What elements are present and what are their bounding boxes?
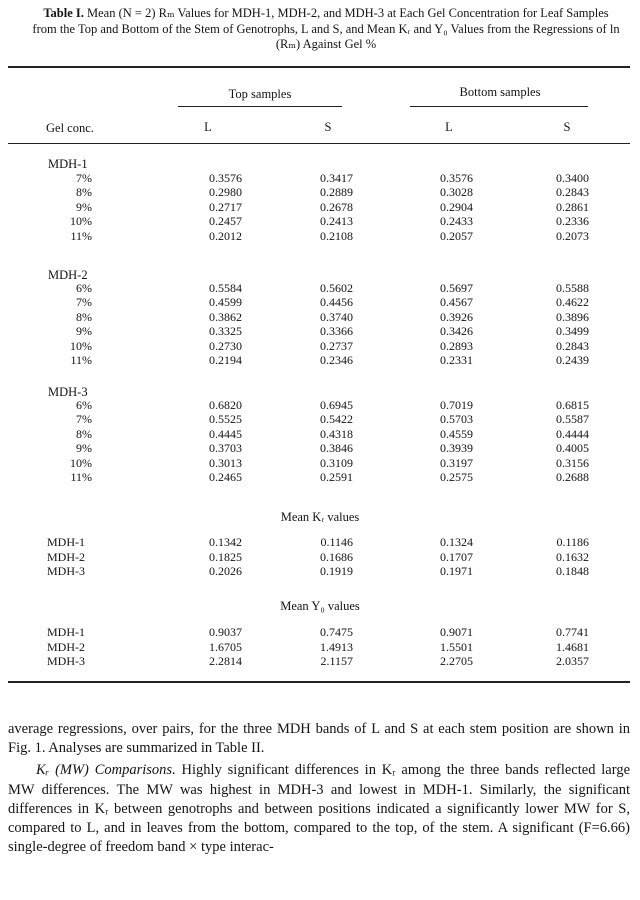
- group-title: MDH-2: [48, 268, 88, 282]
- bottom-L-value: 0.4567: [440, 295, 473, 310]
- bottom-S-value: 0.2861: [556, 199, 589, 214]
- bottom-samples-rule: [410, 106, 588, 107]
- col-bottom-S: S: [563, 120, 571, 134]
- gel-concentration-cell: 7%: [76, 295, 92, 310]
- bottom-L-value: 0.5703: [440, 412, 473, 427]
- table-row: [0, 471, 640, 483]
- table-row: [0, 325, 640, 337]
- top-S-value: 0.2678: [320, 199, 353, 214]
- top-L-value: 0.2980: [209, 185, 242, 200]
- top-S-value: 0.4318: [320, 426, 353, 441]
- top-S-value: 0.3366: [320, 324, 353, 339]
- bottom-L-value: 0.2893: [440, 338, 473, 353]
- band-label-cell: MDH-1: [47, 625, 85, 639]
- top-L-value: 0.1342: [209, 535, 242, 549]
- gel-concentration-cell: 8%: [76, 309, 92, 324]
- top-L-value: 0.9037: [209, 625, 242, 639]
- top-L-value: 0.6820: [209, 398, 242, 412]
- bottom-S-value: 0.5588: [556, 281, 589, 295]
- table-row: [0, 215, 640, 227]
- top-L-value: 0.2026: [209, 564, 242, 578]
- top-L-value: 0.2730: [209, 338, 242, 353]
- bottom-L-value: 2.2705: [440, 654, 473, 668]
- top-L-value: 0.2194: [209, 353, 242, 367]
- band-label-cell: MDH-2: [47, 549, 85, 564]
- bottom-S-value: 2.0357: [556, 654, 589, 668]
- top-S-value: 0.1919: [320, 564, 353, 578]
- col-top-S: S: [324, 120, 332, 134]
- mean-kr-heading: Mean Kᵣ values: [280, 510, 360, 524]
- bottom-L-value: 0.3197: [440, 455, 473, 470]
- top-L-value: 0.3576: [209, 171, 242, 185]
- top-L-value: 0.5584: [209, 281, 242, 295]
- bottom-S-value: 0.3400: [556, 171, 589, 185]
- table-caption: [30, 6, 622, 53]
- top-L-value: 0.4445: [209, 426, 242, 441]
- body-text: [8, 720, 630, 857]
- table-row: [0, 296, 640, 308]
- bottom-S-value: 0.3896: [556, 309, 589, 324]
- bottom-L-value: 0.3926: [440, 309, 473, 324]
- top-L-value: 0.3325: [209, 324, 242, 339]
- top-L-value: 0.2465: [209, 470, 242, 484]
- table-row: [0, 626, 640, 638]
- top-S-value: 0.3740: [320, 309, 353, 324]
- gel-concentration-cell: 8%: [76, 185, 92, 200]
- bottom-samples-heading: Bottom samples: [459, 85, 541, 99]
- top-S-value: 0.3109: [320, 455, 353, 470]
- gel-concentration-cell: 9%: [76, 441, 92, 456]
- table-row: [0, 457, 640, 469]
- table-top-rule: [8, 66, 630, 68]
- bottom-L-value: 0.2904: [440, 199, 473, 214]
- bottom-L-value: 0.3576: [440, 171, 473, 185]
- bottom-S-value: 0.2688: [556, 470, 589, 484]
- bottom-L-value: 0.7019: [440, 398, 473, 412]
- bottom-L-value: 0.2331: [440, 353, 473, 367]
- table-row: [0, 186, 640, 198]
- top-L-value: 2.2814: [209, 654, 242, 668]
- bottom-S-value: 0.2843: [556, 338, 589, 353]
- bottom-L-value: 0.2057: [440, 228, 473, 243]
- group-title: MDH-1: [48, 157, 88, 171]
- bottom-L-value: 0.2575: [440, 470, 473, 484]
- gel-concentration-cell: 10%: [70, 214, 92, 229]
- bottom-S-value: 0.3499: [556, 324, 589, 339]
- top-L-value: 0.5525: [209, 412, 242, 427]
- table-row: [0, 340, 640, 352]
- top-S-value: 0.2591: [320, 470, 353, 484]
- gel-concentration-cell: 6%: [76, 398, 92, 412]
- table-row: [0, 428, 640, 440]
- top-L-value: 0.2717: [209, 199, 242, 214]
- top-S-value: 0.3417: [320, 171, 353, 185]
- top-S-value: 1.4913: [320, 639, 353, 654]
- bottom-S-value: 0.3156: [556, 455, 589, 470]
- bottom-L-value: 0.3426: [440, 324, 473, 339]
- bottom-S-value: 1.4681: [556, 639, 589, 654]
- table-row: [0, 551, 640, 563]
- top-samples-rule: [178, 106, 342, 107]
- col-bottom-L: L: [445, 120, 453, 134]
- caption-text: Mean (N = 2) Rₘ Values for MDH-1, MDH-2, and MDH-3 at Each Gel Concentration for Leaf Samples from the Top and Bottom of the Stem of Genotrophs, L and S, and Mean Kᵣ and Y₀ Values from the Regressions of ln (Rₘ) Against Gel %: [32, 6, 620, 51]
- top-S-value: 0.5602: [320, 281, 353, 295]
- top-L-value: 0.3013: [209, 455, 242, 470]
- table-row: [0, 399, 640, 411]
- bottom-L-value: 0.1707: [440, 549, 473, 564]
- mean-y0-heading: Mean Y₀ values: [280, 599, 360, 613]
- table-bottom-rule: [8, 681, 630, 683]
- col-top-L: L: [204, 120, 212, 134]
- table-row: [0, 536, 640, 548]
- bottom-S-value: 0.2336: [556, 214, 589, 229]
- group-title: MDH-3: [48, 385, 88, 399]
- band-label-cell: MDH-1: [47, 535, 85, 549]
- bottom-S-value: 0.4622: [556, 295, 589, 310]
- top-S-value: 0.1686: [320, 549, 353, 564]
- caption-label: Table I.: [43, 6, 84, 20]
- body-paragraph-text: Highly significant differences in Kᵣ among the three bands reflected large MW differences. The MW was highest in MDH-3 and lowest in MDH-1. Similarly, the significant differences in Kᵣ between genotrophs and between positions indicated a significantly lower MW for S, compared to L, and in leaves from the bottom, compared to the top, of the stem. A significant (F=6.66) single-degree of freedom band × type interac-: [8, 762, 631, 856]
- top-L-value: 0.2012: [209, 228, 242, 243]
- band-label-cell: MDH-3: [47, 654, 85, 668]
- top-L-value: 0.3703: [209, 441, 242, 456]
- bottom-L-value: 0.9071: [440, 625, 473, 639]
- top-L-value: 1.6705: [209, 639, 242, 654]
- bottom-S-value: 0.4444: [556, 426, 589, 441]
- bottom-L-value: 0.4559: [440, 426, 473, 441]
- bottom-L-value: 0.3939: [440, 441, 473, 456]
- table-row: [0, 413, 640, 425]
- gel-concentration-cell: 10%: [70, 338, 92, 353]
- bottom-L-value: 1.5501: [440, 639, 473, 654]
- gel-concentration-cell: 11%: [70, 470, 92, 484]
- top-S-value: 0.7475: [320, 625, 353, 639]
- body-paragraph-kr: [8, 761, 630, 857]
- top-S-value: 2.1157: [320, 654, 353, 668]
- top-S-value: 0.2737: [320, 338, 353, 353]
- gel-concentration-cell: 11%: [70, 228, 92, 243]
- table-row: [0, 311, 640, 323]
- table-row: [0, 565, 640, 577]
- table-row: [0, 641, 640, 653]
- bottom-S-value: 0.2843: [556, 185, 589, 200]
- table-row: [0, 354, 640, 366]
- bottom-S-value: 0.2073: [556, 228, 589, 243]
- bottom-L-value: 0.3028: [440, 185, 473, 200]
- gel-concentration-cell: 6%: [76, 281, 92, 295]
- gel-concentration-cell: 10%: [70, 455, 92, 470]
- top-S-value: 0.2346: [320, 353, 353, 367]
- top-S-value: 0.4456: [320, 295, 353, 310]
- bottom-S-value: 0.7741: [556, 625, 589, 639]
- gel-concentration-cell: 7%: [76, 412, 92, 427]
- table-row: [0, 230, 640, 242]
- bottom-S-value: 0.1848: [556, 564, 589, 578]
- section-heading: Kᵣ (MW) Comparisons.: [36, 762, 176, 779]
- top-L-value: 0.4599: [209, 295, 242, 310]
- table-row: [0, 655, 640, 667]
- gel-concentration-cell: 11%: [70, 353, 92, 367]
- bottom-S-value: 0.6815: [556, 398, 589, 412]
- bottom-S-value: 0.1632: [556, 549, 589, 564]
- bottom-L-value: 0.5697: [440, 281, 473, 295]
- gel-conc-heading: Gel conc.: [46, 121, 94, 135]
- gel-concentration-cell: 8%: [76, 426, 92, 441]
- top-S-value: 0.2108: [320, 228, 353, 243]
- top-S-value: 0.2413: [320, 214, 353, 229]
- gel-concentration-cell: 9%: [76, 324, 92, 339]
- top-S-value: 0.3846: [320, 441, 353, 456]
- bottom-S-value: 0.2439: [556, 353, 589, 367]
- bottom-S-value: 0.4005: [556, 441, 589, 456]
- body-paragraph: average regressions, over pairs, for the three MDH bands of L and S at each stem position are shown in Fig. 1. Analyses are summarized in Table II.: [8, 721, 630, 757]
- top-L-value: 0.3862: [209, 309, 242, 324]
- top-S-value: 0.1146: [320, 535, 353, 549]
- band-label-cell: MDH-3: [47, 564, 85, 578]
- bottom-S-value: 0.1186: [556, 535, 589, 549]
- top-samples-heading: Top samples: [228, 87, 292, 101]
- table-row: [0, 282, 640, 294]
- bottom-L-value: 0.1971: [440, 564, 473, 578]
- gel-concentration-cell: 9%: [76, 199, 92, 214]
- top-L-value: 0.1825: [209, 549, 242, 564]
- top-S-value: 0.5422: [320, 412, 353, 427]
- top-L-value: 0.2457: [209, 214, 242, 229]
- band-label-cell: MDH-2: [47, 639, 85, 654]
- table-row: [0, 442, 640, 454]
- table-row: [0, 172, 640, 184]
- bottom-L-value: 0.2433: [440, 214, 473, 229]
- header-bottom-rule: [8, 143, 630, 144]
- bottom-L-value: 0.1324: [440, 535, 473, 549]
- bottom-S-value: 0.5587: [556, 412, 589, 427]
- gel-concentration-cell: 7%: [76, 171, 92, 185]
- top-S-value: 0.2889: [320, 185, 353, 200]
- table-row: [0, 201, 640, 213]
- top-S-value: 0.6945: [320, 398, 353, 412]
